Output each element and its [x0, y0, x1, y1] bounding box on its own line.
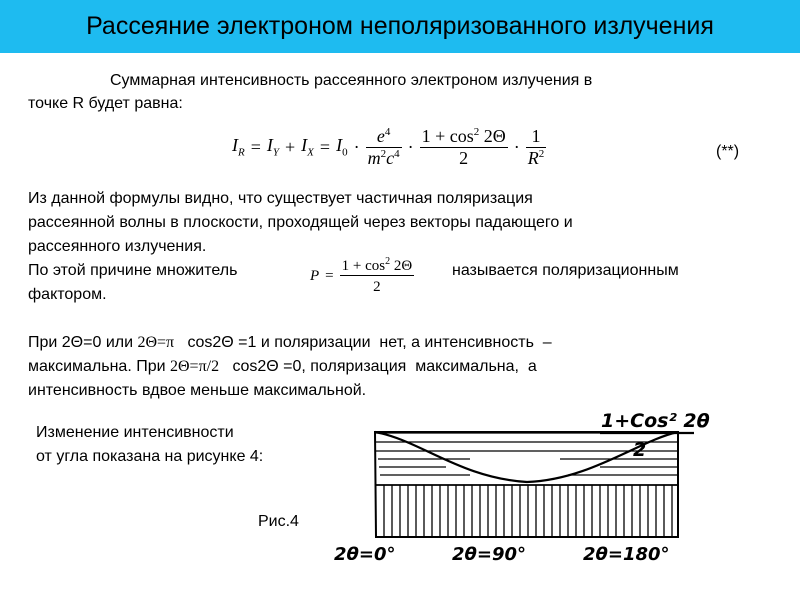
axis-label-middle: 2θ=90° [452, 544, 527, 565]
figure-caption-line-1: Изменение интенсивности [36, 424, 234, 441]
explanation-line-5: фактором. [28, 286, 107, 303]
fraction-r: $\frac{1}{R^2}$ [527, 125, 545, 168]
explanation-line-3: рассеянного излучения. [28, 238, 207, 255]
conditions-line-2: максимальна. При 2Θ=π/2 cos2Θ =0, поляризация максимальна, а [28, 358, 537, 375]
explanation-line-4-left: По этой причине множитель [28, 262, 238, 279]
fraction-e-mc: $\frac{e^4}{m^2c^4}$ [367, 125, 400, 168]
explanation-line-2: рассеянной волны в плоскости, проходящей через векторы падающего и [28, 214, 573, 231]
curve-label-numerator: 1+Cos² 2θ [601, 410, 710, 432]
polarization-factor-formula: P = $\frac{1 + \cos^2 2\Theta}{2}$ [310, 256, 413, 295]
explanation-line-1: Из данной формулы видно, что существует частичная поляризация [28, 190, 533, 207]
conditions-line-3: интенсивность вдвое меньше максимальной. [28, 382, 367, 399]
formula-term-y: $I_Y$ [266, 135, 280, 159]
formula-lhs: $I_R$ [232, 135, 245, 159]
fraction-cos: $\frac{1 + \cos^2 2\Theta}{2}$ [421, 125, 506, 168]
intro-line-2: точке R будет равна: [28, 95, 183, 112]
axis-label-right: 2θ=180° [583, 544, 670, 565]
axis-label-left: 2θ=0° [334, 544, 396, 565]
figure-caption-line-2: от угла показана на рисунке 4: [36, 448, 264, 465]
figure-label: Рис.4 [258, 513, 299, 530]
fraction-p: $\frac{1 + \cos^2 2\Theta}{2}$ [341, 256, 413, 295]
formula-term-0: $I_0$ [336, 135, 348, 159]
explanation-line-4-right: называется поляризационным [452, 262, 679, 279]
formula-term-x: $I_X$ [301, 135, 314, 159]
main-formula: $I_R$ = $I_Y$ + $I_X$ = $I_0$ · $\frac{e^4}{m^2c^4}$ · $\frac{1 + \cos^2 2\Theta}{2}$ · $\frac{1}{R^2}$ [232, 125, 545, 168]
intro-line-1: Суммарная интенсивность рассеянного электроном излучения в [110, 72, 593, 89]
slide-title: Рассеяние электроном неполяризованного излучения [86, 12, 714, 40]
conditions-line-1: При 2Θ=0 или 2Θ=π cos2Θ =1 и поляризации нет, а интенсивность – [28, 334, 552, 351]
curve-label-denominator: 2 [633, 439, 647, 461]
formula-tag: (**) [716, 143, 740, 160]
